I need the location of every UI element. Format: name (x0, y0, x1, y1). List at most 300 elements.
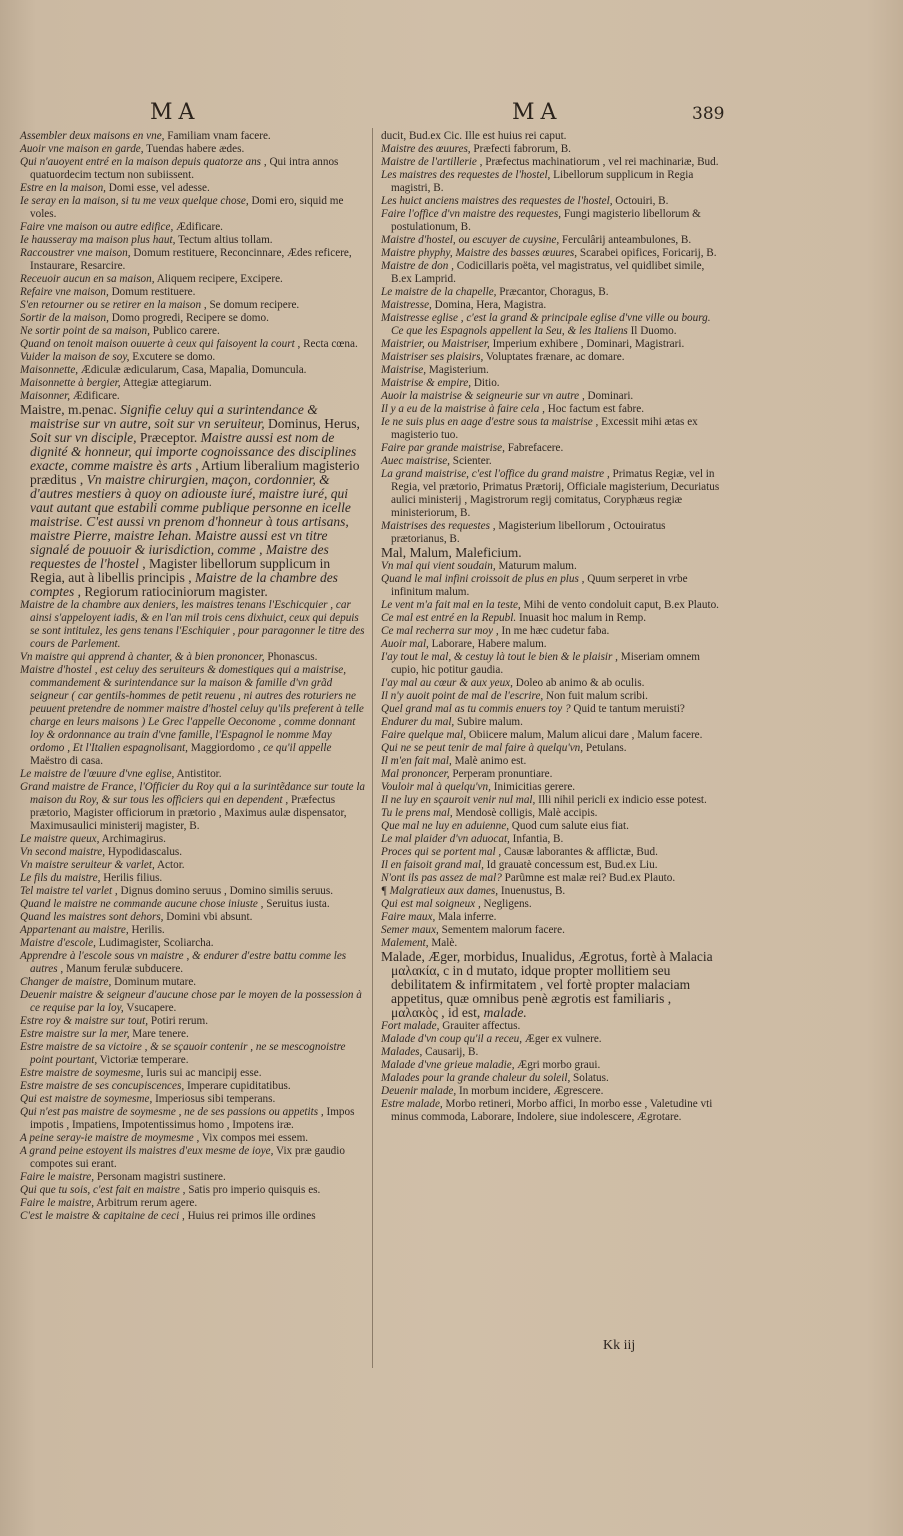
french-phrase: Raccoustrer vne maison, (20, 247, 131, 259)
french-phrase: Estre maistre de sa victoire , & se sçauoir contenir , ne se mescognoistre point pourtant, (20, 1041, 346, 1066)
latin-gloss: Victoriæ temperare. (97, 1054, 189, 1066)
printer-signature: Kk iij (603, 1338, 636, 1353)
latin-gloss: Causarij, B. (422, 1046, 479, 1058)
dictionary-entry (381, 573, 721, 599)
dictionary-entry (20, 377, 365, 390)
latin-gloss: Codicillaris poëta, vel magistratus, vel quidlibet simile, B.ex Lamprid. (391, 260, 705, 285)
latin-gloss: Domum restituere, Reconcinnare, Ædes reficere, Instaurare, Resarcire. (30, 247, 352, 272)
french-phrase: Les huict anciens maistres des requestes de l'hostel, (381, 195, 613, 207)
latin-gloss: Publico carere. (149, 325, 220, 337)
latin-gloss: Tuendas habere ædes. (143, 143, 245, 155)
latin-gloss: Quid te tantum meruisti? (570, 703, 685, 715)
dictionary-entry (381, 859, 721, 872)
latin-gloss: Excutere se domo. (129, 351, 216, 363)
dictionary-entry (20, 299, 365, 312)
french-phrase: Appartenant au maistre, (20, 924, 129, 936)
french-phrase: Faire maux, (381, 911, 436, 923)
latin-gloss: Ædificare. (173, 221, 223, 233)
latin-gloss: Manum ferulæ subducere. (63, 963, 184, 975)
dictionary-entry (20, 325, 365, 338)
dictionary-entry (381, 143, 721, 156)
french-phrase: Maistre d'hostel, ou escuyer de cuysine, (381, 234, 560, 246)
french-phrase: Malade d'vn coup qu'il a receu, (381, 1033, 523, 1045)
french-phrase: Faire quelque mal, (381, 729, 467, 741)
dictionary-entry (20, 247, 365, 273)
dictionary-entry (381, 1072, 721, 1085)
latin-gloss: Solatus. (570, 1072, 609, 1084)
dictionary-entry (381, 794, 721, 807)
latin-gloss: Inuenustus, B. (498, 885, 566, 897)
french-phrase: Semer maux, (381, 924, 439, 936)
latin-gloss: Æger, morbidus, Inualidus, Ægrotus, fortè à Malacia μαλακία, c in d mutato, idque propter mollitiem seu debilitatem & infirmitatem , vel fortè propter malaciam appetitus, quæ omnibus penè ægrotis est familiaris , μαλακὸς , id est, (391, 949, 713, 1020)
dictionary-entry (381, 1046, 721, 1059)
dictionary-entry (381, 716, 721, 729)
latin-gloss: Morbo retineri, Morbo affici, In morbo esse , Valetudine vti minus commoda, Laborare, Indolere, siue indolescere, Ægrotare. (391, 1098, 713, 1123)
latin-gloss: Doleo ab animo & ab oculis. (512, 677, 645, 689)
dictionary-entry (20, 885, 365, 898)
french-phrase: Maistresse eglise , c'est la grand & principale eglise d'vne ville ou bourg. Ce que les Espagnols appellent la Seu, & les Italiens (381, 312, 711, 337)
headword: Malade, (381, 949, 425, 964)
latin-gloss: Mendosè colligis, Malè accipis. (452, 807, 598, 819)
latin-gloss: Quum serperet in vrbe infinitum malum. (391, 573, 688, 598)
french-phrase: Il ne luy en sçauroit venir nul mal, (381, 794, 536, 806)
dictionary-entry (381, 703, 721, 716)
french-phrase: Changer de maistre, (20, 976, 112, 988)
latin-gloss: Mihi de vento condoluit caput, B.ex Plauto. (520, 599, 719, 611)
dictionary-entry (381, 442, 721, 455)
dictionary-entry (381, 560, 721, 573)
dictionary-entry (20, 156, 365, 182)
french-phrase: Auoir mal, (381, 638, 429, 650)
dictionary-entry (20, 859, 365, 872)
french-phrase: Estre maistre de ses concupiscences, (20, 1080, 185, 1092)
latin-gloss: Magisterium libellorum , Octouiratus prætorianus, B. (391, 520, 666, 545)
dictionary-entry (381, 872, 721, 885)
latin-gloss: Petulans. (583, 742, 627, 754)
french-phrase: Qui ne se peut tenir de mal faire à quelqu'vn, (381, 742, 584, 754)
dictionary-entry (381, 820, 721, 833)
dictionary-entry (381, 195, 721, 208)
latin-gloss: Excessit mihi ætas ex magisterio tuo. (391, 416, 698, 441)
column-divider (372, 128, 373, 1368)
latin-gloss: Libellorum supplicum in Regia magistri, B. (391, 169, 694, 194)
dictionary-entry (20, 1080, 365, 1093)
french-phrase: Maistre de don , (381, 260, 454, 272)
latin-gloss: Ædiculæ ædicularum, Casa, Mapalia, Domuncula. (78, 364, 307, 376)
latin-gloss: Vsucapere. (123, 1002, 177, 1014)
french-phrase: Il y a eu de la maistrise à faire cela , (381, 403, 545, 415)
dictionary-entry (381, 520, 721, 546)
french-phrase: Ce mal est entré en la Republ. (381, 612, 517, 624)
dictionary-entry (20, 338, 365, 351)
dictionary-entry (381, 546, 721, 560)
latin-gloss: Ludimagister, Scoliarcha. (95, 937, 214, 949)
latin-gloss: , Artium liberalium magisterio præditus , (30, 458, 360, 487)
french-phrase: Deuenir malade, (381, 1085, 457, 1097)
french-phrase: Il n'y auoit point de mal de l'escrire, (381, 690, 544, 702)
french-phrase: Assembler deux maisons en vne, (20, 130, 165, 142)
dictionary-entry (20, 195, 365, 221)
latin-gloss: Domo progredi, Recipere se domo. (108, 312, 269, 324)
right-column (381, 130, 721, 1124)
french-phrase: Grand maistre de France, l'Officier du Roy qui a la surintẽdance sur toute la maison du Roy, & sur tous les officiers qui en dependent , (20, 781, 366, 806)
latin-gloss: Impos impotis , Impatiens, Impotentissimus homo , Impotens iræ. (30, 1106, 355, 1131)
french-phrase: Que mal ne luy en aduienne, (381, 820, 509, 832)
french-phrase: Estre roy & maistre sur tout, (20, 1015, 149, 1027)
dictionary-entry (381, 130, 721, 143)
french-phrase: Le fils du maistre, (20, 872, 101, 884)
latin-gloss: Phonascus. (264, 651, 318, 663)
french-phrase: Maistrise & empire, (381, 377, 472, 389)
french-phrase: Maistre phyphy, Maistre des basses œuures, (381, 247, 578, 259)
dictionary-entry (20, 989, 365, 1015)
latin-gloss: Imperium exhibere , Dominari, Magistrari. (489, 338, 685, 350)
french-phrase: Estre malade, (381, 1098, 443, 1110)
french-phrase: Vn second maistre, (20, 846, 106, 858)
french-phrase: Le maistre de la chapelle, (381, 286, 497, 298)
dictionary-entry (381, 156, 721, 169)
latin-gloss: Scarabei opifices, Foricarij, B. (577, 247, 717, 259)
dictionary-entry (381, 286, 721, 299)
french-phrase: Maistre de la chambre des comptes (30, 570, 338, 599)
french-phrase: Vuider la maison de soy, (20, 351, 130, 363)
latin-gloss: Seruitus iusta. (263, 898, 330, 910)
dictionary-entry (20, 768, 365, 781)
latin-gloss: Inuasit hoc malum in Remp. (516, 612, 647, 624)
dictionary-entry (381, 299, 721, 312)
dictionary-entry (20, 976, 365, 989)
latin-gloss: Aliquem recipere, Excipere. (154, 273, 283, 285)
dictionary-entry (381, 351, 721, 364)
french-phrase: I'ay tout le mal, & cestuy là tout le bien & le plaisir , (381, 651, 618, 663)
latin-gloss: Dominari. (584, 390, 634, 402)
dictionary-entry (20, 1184, 365, 1197)
french-phrase: N'ont ils pas assez de mal? (381, 872, 502, 884)
dictionary-entry (381, 781, 721, 794)
latin-gloss: Quod cum salute eius fiat. (509, 820, 629, 832)
french-phrase: Fort malade, (381, 1020, 440, 1032)
latin-gloss: Octouiri, B. (612, 195, 669, 207)
dictionary-entry (381, 599, 721, 612)
french-phrase: Deuenir maistre & seigneur d'aucune chose par le moyen de la possession à ce requise par la loy, (20, 989, 362, 1014)
latin-gloss: Malum, Maleficium. (406, 545, 522, 560)
latin-gloss: Ædificare. (70, 390, 120, 402)
dictionary-entry (20, 950, 365, 976)
left-running-head: MA (150, 100, 201, 125)
dictionary-entry (20, 781, 365, 833)
latin-gloss: Scienter. (449, 455, 492, 467)
dictionary-entry (381, 768, 721, 781)
french-phrase: Auoir la maistrise & seigneurie sur vn autre , (381, 390, 585, 402)
french-phrase: Maistre des œuures, (381, 143, 471, 155)
dictionary-entry (381, 755, 721, 768)
latin-gloss: Id grauatè concessum est, Bud.ex Liu. (483, 859, 658, 871)
latin-gloss: Vix præ gaudio compotes sui erant. (30, 1145, 345, 1170)
latin-gloss: , Recta cœna. (294, 338, 358, 350)
latin-gloss: , Se domum recipere. (201, 299, 300, 311)
french-phrase: ce qu'il appelle (263, 742, 332, 754)
dictionary-entry (381, 1085, 721, 1098)
dictionary-entry (20, 833, 365, 846)
latin-gloss: Subire malum. (454, 716, 523, 728)
dictionary-entry (381, 612, 721, 625)
latin-gloss: Maggiordomo , (187, 742, 264, 754)
dictionary-entry (20, 1171, 365, 1184)
dictionary-entry (381, 677, 721, 690)
latin-gloss: Parũmne est malæ rei? Bud.ex Plauto. (501, 872, 676, 884)
latin-gloss: In me hæc cudetur faba. (498, 625, 610, 637)
dictionary-entry (381, 924, 721, 937)
french-phrase: Proces qui se portent mal , (381, 846, 502, 858)
dictionary-entry (381, 638, 721, 651)
french-phrase: Estre maistre sur la mer, (20, 1028, 130, 1040)
latin-gloss: Herilis filius. (100, 872, 163, 884)
latin-gloss: , Qui intra annos quatuordecim tectum non subiissent. (30, 156, 339, 181)
dictionary-entry (381, 416, 721, 442)
latin-gloss: Ditio. (471, 377, 500, 389)
latin-gloss: Præfectus machinatiorum , vel rei machinariæ, Bud. (482, 156, 719, 168)
french-phrase: Maistre d'escole, (20, 937, 96, 949)
right-running-head: MA (512, 100, 563, 125)
french-phrase: Signifie celuy qui a surintendance & maistrise sur vn autre, soit sur vn seruiteur, (30, 402, 318, 431)
dictionary-entry (381, 234, 721, 247)
french-phrase: Malades pour la grande chaleur du soleil, (381, 1072, 571, 1084)
french-phrase: Estre maistre de soymesme, (20, 1067, 144, 1079)
french-phrase: Malades, (381, 1046, 423, 1058)
dictionary-entry (381, 390, 721, 403)
dictionary-entry (20, 364, 365, 377)
french-phrase: Auoir vne maison en garde, (20, 143, 144, 155)
dictionary-entry (381, 625, 721, 638)
latin-gloss: Satis pro imperio quisquis es. (185, 1184, 321, 1196)
latin-gloss: Fungi magisterio libellorum & postulationum, B. (391, 208, 701, 233)
latin-gloss: Ferculârij anteambulones, B. (559, 234, 692, 246)
latin-gloss: Magisterium. (426, 364, 489, 376)
french-phrase: Faire par grande maistrise, (381, 442, 505, 454)
french-phrase: Les maistres des requestes de l'hostel, (381, 169, 551, 181)
dictionary-entry (20, 1067, 365, 1080)
dictionary-entry (381, 208, 721, 234)
latin-gloss: Dominum mutare. (111, 976, 197, 988)
dictionary-entry (381, 898, 721, 911)
dictionary-entry (20, 924, 365, 937)
dictionary-entry (20, 1093, 365, 1106)
french-phrase: Ce mal recherra sur moy , (381, 625, 499, 637)
latin-gloss: , Regiorum ratiociniorum magister. (74, 584, 268, 599)
latin-gloss: Tectum altius tollam. (175, 234, 273, 246)
french-phrase: Le maistre queux, (20, 833, 100, 845)
dictionary-entry (20, 846, 365, 859)
dictionary-entry (20, 898, 365, 911)
latin-gloss: Domini vbi absunt. (163, 911, 253, 923)
latin-gloss: Ægri morbo graui. (514, 1059, 601, 1071)
latin-gloss: Mala inferre. (435, 911, 497, 923)
latin-gloss: Mare tenere. (129, 1028, 189, 1040)
dictionary-entry (381, 1059, 721, 1072)
french-phrase: Maistre aussi est nom de dignité & honneur, qui importe cognoissance des disciplines exacte, comme maistre ès arts (30, 430, 357, 473)
french-phrase: Ie seray en la maison, si tu me veux quelque chose, (20, 195, 249, 207)
latin-gloss: Domina, Hera, Magistra. (431, 299, 547, 311)
latin-gloss: Domum restituere. (108, 286, 196, 298)
dictionary-entry (20, 937, 365, 950)
dictionary-entry (381, 1033, 721, 1046)
dictionary-entry (381, 950, 721, 1020)
dictionary-entry (20, 651, 365, 664)
dictionary-entry (381, 247, 721, 260)
french-phrase: Le mal plaider d'vn aduocat, (381, 833, 510, 845)
dictionary-entry (381, 260, 721, 286)
latin-gloss: Huius rei primos ille ordines (184, 1210, 316, 1222)
dictionary-entry (20, 234, 365, 247)
french-phrase: Apprendre à l'escole sous vn maistre , & endurer d'estre battu comme les autres , (20, 950, 347, 975)
french-phrase: Maisonnette à bergier, (20, 377, 121, 389)
latin-gloss: Potiri rerum. (148, 1015, 209, 1027)
latin-gloss: Herilis. (128, 924, 165, 936)
dictionary-entry (20, 286, 365, 299)
latin-gloss: Imperiosus sibi temperans. (152, 1093, 276, 1105)
french-phrase: La grand maistrise, c'est l'office du grand maistre , (381, 468, 610, 480)
latin-gloss: Malè. (428, 937, 458, 949)
latin-gloss: Obiicere malum, Malum alicui dare , Malum facere. (466, 729, 703, 741)
dictionary-entry (381, 1098, 721, 1124)
dictionary-entry (20, 1145, 365, 1171)
latin-gloss: Præcantor, Choragus, B. (496, 286, 609, 298)
french-phrase: Quand le mal infini croissoit de plus en plus , (381, 573, 585, 585)
latin-gloss: Præfectus prætorio, Magister officiorum in prætorio , Maximus aulæ dispensator, Maximusaulici ministerij magister, B. (30, 794, 347, 832)
latin-gloss: Non fuit malum scribi. (543, 690, 648, 702)
french-phrase: Ie hausseray ma maison plus haut, (20, 234, 176, 246)
dictionary-entry (20, 221, 365, 234)
latin-gloss: Iuris sui ac mancipij esse. (143, 1067, 262, 1079)
french-phrase: Soit sur vn disciple, (30, 430, 137, 445)
latin-gloss: Malè animo est. (451, 755, 527, 767)
latin-gloss: Dignus domino seruus , Domino similis seruus. (117, 885, 334, 897)
latin-gloss: Vix compos mei essem. (199, 1132, 309, 1144)
french-phrase: Maisonnette, (20, 364, 79, 376)
french-phrase: Maistresse, (381, 299, 432, 311)
dictionary-entry (381, 833, 721, 846)
dictionary-entry (20, 1132, 365, 1145)
dictionary-entry (20, 1106, 365, 1132)
latin-gloss: Familiam vnam facere. (164, 130, 271, 142)
french-phrase: A peine seray-ie maistre de moymesme , (20, 1132, 200, 1144)
latin-gloss: m.penac. (64, 402, 121, 417)
french-phrase: Malade d'vne grieue maladie, (381, 1059, 515, 1071)
french-phrase: Endurer du mal, (381, 716, 455, 728)
french-phrase: S'en retourner ou se retirer en la maison (20, 299, 202, 311)
latin-gloss: Arbitrum rerum agere. (94, 1197, 198, 1209)
french-phrase: Qui n'est pas maistre de soymesme , ne de ses passions ou appetits , (20, 1106, 324, 1118)
latin-gloss: Perperam pronuntiare. (449, 768, 553, 780)
french-phrase: Maistre de l'artillerie , (381, 156, 483, 168)
dictionary-entry (20, 1015, 365, 1028)
french-phrase: Quand on tenoit maison ouuerte à ceux qui faisoyent la court (20, 338, 295, 350)
dictionary-entry (381, 742, 721, 755)
french-phrase: Il en faisoit grand mal, (381, 859, 484, 871)
french-phrase: Quel grand mal as tu commis enuers toy ? (381, 703, 571, 715)
left-column (20, 130, 365, 1223)
french-phrase: Maistre de la chambre aux deniers, les maistres tenans l'Eschicquier , car ainsi s'appeloyent iadis, & en l'an mil trois cens dixhuict, ceux qui depuis se sont intitulez, les gens tenans l'Eschiquier , pour paragonner le titre des cours de Parlement. (20, 599, 365, 650)
dictionary-entry (20, 911, 365, 924)
latin-gloss: Hypodidascalus. (105, 846, 183, 858)
latin-gloss: Dominus, Herus, (264, 416, 360, 431)
headword: Maistre, (20, 402, 65, 417)
french-phrase: Faire l'office d'vn maistre des requestes, (381, 208, 562, 220)
french-phrase: Quand le maistre ne commande aucune chose iniuste , (20, 898, 264, 910)
dictionary-entry (20, 143, 365, 156)
french-phrase: Maistrier, ou Maistriser, (381, 338, 490, 350)
dictionary-entry (20, 1210, 365, 1223)
french-phrase: Il m'en fait mal, (381, 755, 452, 767)
dictionary-entry (381, 690, 721, 703)
dictionary-entry (20, 403, 365, 599)
latin-gloss: Æger ex vulnere. (522, 1033, 602, 1045)
latin-gloss: Præceptor. (136, 430, 201, 445)
french-phrase: Faire le maistre, (20, 1197, 95, 1209)
dictionary-entry (381, 455, 721, 468)
french-phrase: Qui est maistre de soymesme, (20, 1093, 153, 1105)
french-phrase: Ie ne suis plus en aage d'estre sous ta maistrise , (381, 416, 599, 428)
french-phrase: Maistrise, (381, 364, 427, 376)
french-phrase: Malement, (381, 937, 429, 949)
latin-gloss: Inimicitias gerere. (490, 781, 576, 793)
french-phrase: ¶ Malgratieux aux dames, (381, 885, 499, 897)
french-phrase: Refaire vne maison, (20, 286, 109, 298)
latin-gloss: Negligens. (480, 898, 532, 910)
french-phrase: Faire vne maison ou autre edifice, (20, 221, 174, 233)
dictionary-entry (381, 1020, 721, 1033)
latin-gloss: Imperare cupiditatibus. (184, 1080, 291, 1092)
french-phrase: Tel maistre tel varlet , (20, 885, 118, 897)
french-phrase: malade. (483, 1005, 527, 1020)
latin-gloss: In morbum incidere, Ægrescere. (456, 1085, 604, 1097)
dictionary-entry (20, 130, 365, 143)
latin-gloss: Primatus Regiæ, vel in Regia, vel prætorio, Primatus Prætorij, Officiale magisterium, Decuriatus aulici ministerij , Magistrorum regij comitatus, Coryphæus regiæ ministeriorum, B. (391, 468, 720, 519)
french-phrase: Vn maistre seruiteur & varlet, (20, 859, 155, 871)
headword: Mal, (381, 545, 407, 560)
latin-gloss: Antistitor. (174, 768, 222, 780)
dictionary-entry (20, 599, 365, 651)
latin-gloss: Præfecti fabrorum, B. (470, 143, 571, 155)
dictionary-entry (20, 1197, 365, 1210)
dictionary-entry (381, 403, 721, 416)
latin-gloss: Domi ero, siquid me voles. (30, 195, 344, 220)
dictionary-entry (381, 729, 721, 742)
french-phrase: Quand les maistres sont dehors, (20, 911, 164, 923)
french-phrase: Auec maistrise, (381, 455, 450, 467)
dictionary-entry (381, 651, 721, 677)
dictionary-entry (381, 364, 721, 377)
french-phrase: Qui est mal soigneux , (381, 898, 481, 910)
french-phrase: Estre en la maison, (20, 182, 106, 194)
dictionary-entry (381, 885, 721, 898)
dictionary-entry (381, 338, 721, 351)
french-phrase: Mal prononcer, (381, 768, 450, 780)
dictionary-entry (381, 377, 721, 390)
french-phrase: Maisonner, (20, 390, 71, 402)
latin-gloss: Fabrefacere. (504, 442, 564, 454)
dictionary-entry (20, 273, 365, 286)
french-phrase: Maistriser ses plaisirs, (381, 351, 484, 363)
dictionary-entry (381, 846, 721, 859)
french-phrase: I'ay mal au cœur & aux yeux, (381, 677, 513, 689)
french-phrase: Le maistre de l'œuure d'vne eglise, (20, 768, 175, 780)
dictionary-entry (20, 872, 365, 885)
latin-gloss: Sementem malorum facere. (438, 924, 565, 936)
latin-gloss: Maturum malum. (495, 560, 577, 572)
french-phrase: Qui n'auoyent entré en la maison depuis quatorze ans (20, 156, 262, 168)
french-phrase: Maistrises des requestes , (381, 520, 496, 532)
